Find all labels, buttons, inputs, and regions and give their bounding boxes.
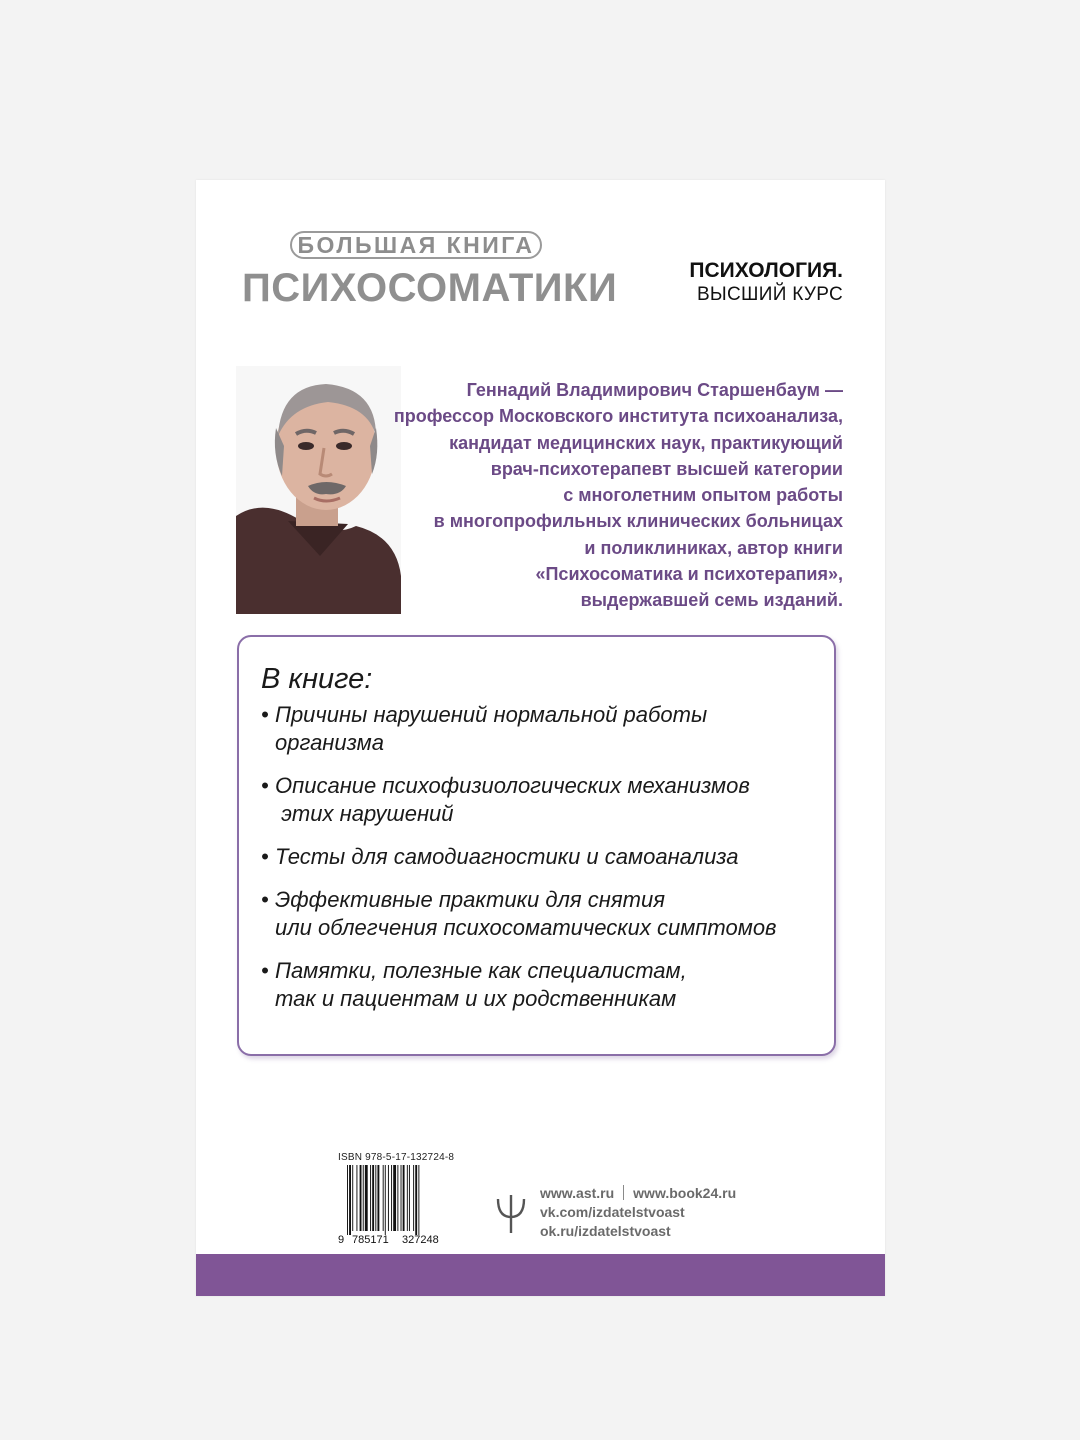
imprint-main: ПСИХОЛОГИЯ.: [689, 259, 843, 282]
barcode-bar: [397, 1165, 398, 1231]
barcode-bar: [388, 1165, 389, 1231]
bio-line: выдержавшей семь изданий.: [580, 590, 843, 611]
barcode-bar: [363, 1165, 364, 1231]
barcode-bar: [415, 1165, 417, 1235]
link-ast[interactable]: www.ast.ru: [540, 1185, 615, 1201]
barcode-bar: [418, 1165, 419, 1235]
bullet: •: [261, 844, 269, 869]
barcode-bar: [383, 1165, 384, 1231]
barcode-bar: [360, 1165, 362, 1231]
contents-heading: В книге:: [261, 663, 373, 695]
bio-line: в многопрофильных клинических больницах: [433, 511, 843, 532]
author-bio: [391, 377, 843, 614]
barcode-bar: [372, 1165, 374, 1231]
feature-list: [261, 701, 831, 1028]
barcode-bars: [347, 1165, 419, 1235]
bio-line: «Психосоматика и психотерапия»,: [535, 564, 843, 585]
barcode-bar: [347, 1165, 348, 1235]
footer-band: [196, 1254, 885, 1296]
barcode-bar: [391, 1165, 392, 1231]
barcode-bar: [356, 1165, 357, 1231]
list-item-line: Причины нарушений нормальной работы: [275, 702, 708, 727]
bullet: •: [261, 958, 269, 983]
link-vk[interactable]: vk.com/izdatelstvoast: [540, 1204, 685, 1220]
link-separator: [623, 1185, 624, 1200]
link-ok[interactable]: ok.ru/izdatelstvoast: [540, 1223, 671, 1239]
barcode: [338, 1165, 458, 1245]
series-badge: [290, 231, 542, 259]
bio-line: Геннадий Владимирович Старшенбаум —: [466, 380, 843, 400]
bullet: •: [261, 887, 269, 912]
list-item: [261, 772, 831, 828]
series-label: БОЛЬШАЯ КНИГА: [297, 231, 535, 258]
list-item-line: Памятки, полезные как специалистам,: [275, 958, 687, 983]
author-portrait-illustration: [236, 366, 401, 614]
isbn-label: ISBN 978-5-17-132724-8: [338, 1152, 455, 1163]
bullet: •: [261, 702, 269, 727]
barcode-bar: [365, 1165, 368, 1231]
list-item-line: или облегчения психосоматических симптомов: [275, 915, 777, 940]
barcode-bar: [409, 1165, 410, 1231]
list-item-line: организма: [275, 730, 384, 755]
barcode-bar: [370, 1165, 371, 1231]
barcode-bar: [385, 1165, 386, 1235]
barcode-bar: [393, 1165, 396, 1231]
barcode-bar: [349, 1165, 351, 1235]
list-item: [261, 701, 831, 757]
contents-box: [237, 635, 836, 1056]
list-item: [261, 886, 831, 942]
barcode-bar: [375, 1165, 376, 1231]
psi-icon: [494, 1193, 528, 1235]
barcode-digit-lead: 9: [338, 1234, 345, 1245]
bio-line: профессор Московского института психоанализа,: [393, 406, 843, 427]
list-item-line: этих нарушений: [275, 801, 454, 826]
list-item-line: Эффективные практики для снятия: [275, 887, 665, 912]
bio-line: с многолетним опытом работы: [563, 485, 843, 506]
barcode-digits-group1: 785171: [352, 1234, 389, 1245]
link-book24[interactable]: www.book24.ru: [633, 1185, 737, 1201]
barcode-bar: [377, 1165, 379, 1231]
book-back-cover: [196, 180, 885, 1296]
links-row: [540, 1184, 736, 1203]
publisher-links: [540, 1184, 736, 1241]
list-item-line: Описание психофизиологических механизмов: [275, 773, 750, 798]
barcode-bar: [401, 1165, 402, 1231]
barcode-digits-group2: 327248: [402, 1234, 439, 1245]
list-item: [261, 957, 831, 1013]
list-item-line: Тесты для самодиагностики и самоанализа: [275, 844, 739, 869]
bullet: •: [261, 773, 269, 798]
barcode-bar: [407, 1165, 408, 1231]
author-photo: [236, 366, 401, 614]
list-item-line: так и пациентам и их родственникам: [275, 986, 677, 1011]
book-title: ПСИХОСОМАТИКИ: [242, 266, 618, 310]
bio-line: врач-психотерапевт высшей категории: [490, 458, 843, 479]
list-item: [261, 843, 831, 871]
imprint-sub: ВЫСШИЙ КУРС: [696, 284, 843, 305]
barcode-bar: [403, 1165, 405, 1231]
imprint-series: [689, 258, 843, 307]
barcode-bar: [413, 1165, 414, 1231]
barcode-bar: [352, 1165, 353, 1231]
bio-line: кандидат медицинских наук, практикующий: [449, 432, 843, 453]
bio-line: и поликлиниках, автор книги: [584, 537, 843, 558]
